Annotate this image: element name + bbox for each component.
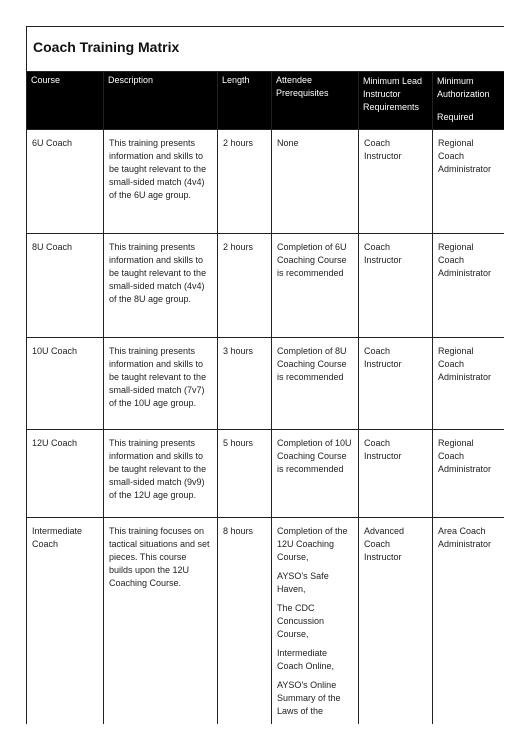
cell-course: 8U Coach — [27, 234, 104, 338]
cell-length: 8 hours — [218, 518, 272, 725]
header-authorization-line-1: Minimum Authorization — [437, 76, 490, 99]
cell-authorization: Regional Coach Administrator — [433, 338, 505, 430]
header-authorization-line-2: Required — [437, 112, 474, 122]
prereq-item: AYSO’s Safe Haven, — [277, 571, 329, 594]
prereq-item: The CDC Concussion Course, — [277, 603, 325, 639]
table-row — [27, 338, 505, 430]
table-row — [27, 130, 505, 234]
document-page — [26, 26, 504, 724]
table-row — [27, 430, 505, 518]
header-authorization — [433, 72, 505, 130]
header-description: Description — [104, 72, 218, 130]
cell-authorization: Area Coach Administrator — [433, 518, 505, 725]
cell-prerequisites: None — [272, 130, 359, 234]
cell-instructor: Advanced Coach Instructor — [359, 518, 433, 725]
table-title: Coach Training Matrix — [27, 27, 505, 72]
cell-description: This training presents information and skills to be taught relevant to the small-sided match (9v9) of the 12U age group. — [104, 430, 218, 518]
header-row — [27, 72, 505, 130]
cell-authorization: Regional Coach Administrator — [433, 430, 505, 518]
cell-prerequisites: Completion of 8U Coaching Course is recommended — [272, 338, 359, 430]
cell-instructor: Coach Instructor — [359, 130, 433, 234]
cell-length: 5 hours — [218, 430, 272, 518]
cell-instructor: Coach Instructor — [359, 430, 433, 518]
cell-description: This training presents information and skills to be taught relevant to the small-sided match (4v4) of the 8U age group. — [104, 234, 218, 338]
cell-instructor: Coach Instructor — [359, 338, 433, 430]
cell-prerequisites: Completion of 6U Coaching Course is recommended — [272, 234, 359, 338]
cell-instructor: Coach Instructor — [359, 234, 433, 338]
table-row — [27, 234, 505, 338]
cell-prerequisites — [272, 518, 359, 725]
cell-authorization: Regional Coach Administrator — [433, 234, 505, 338]
cell-description: This training focuses on tactical situations and set pieces. This course builds upon the 12U Coaching Course. — [104, 518, 218, 725]
cell-length: 2 hours — [218, 130, 272, 234]
header-length: Length — [218, 72, 272, 130]
table-row — [27, 518, 505, 725]
header-course: Course — [27, 72, 104, 130]
header-prerequisites: Attendee Prerequisites — [272, 72, 359, 130]
cell-description: This training presents information and skills to be taught relevant to the small-sided match (4v4) of the 6U age group. — [104, 130, 218, 234]
cell-course: 12U Coach — [27, 430, 104, 518]
cell-course: Intermediate Coach — [27, 518, 104, 725]
cell-course: 10U Coach — [27, 338, 104, 430]
title-row — [27, 27, 505, 72]
cell-description: This training presents information and skills to be taught relevant to the small-sided match (7v7) of the 10U age group. — [104, 338, 218, 430]
cell-prerequisites: Completion of 10U Coaching Course is recommended — [272, 430, 359, 518]
cell-course: 6U Coach — [27, 130, 104, 234]
prereq-item: Intermediate Coach Online, — [277, 648, 335, 671]
cell-length: 2 hours — [218, 234, 272, 338]
cell-authorization: Regional Coach Administrator — [433, 130, 505, 234]
cell-length: 3 hours — [218, 338, 272, 430]
coach-training-matrix-table — [26, 26, 504, 724]
header-instructor-requirements: Minimum Lead Instructor Requirements — [359, 72, 433, 130]
prereq-item: Completion of the 12U Coaching Course, — [277, 526, 348, 562]
prereq-item: AYSO’s Online Summary of the Laws of the — [277, 680, 341, 716]
